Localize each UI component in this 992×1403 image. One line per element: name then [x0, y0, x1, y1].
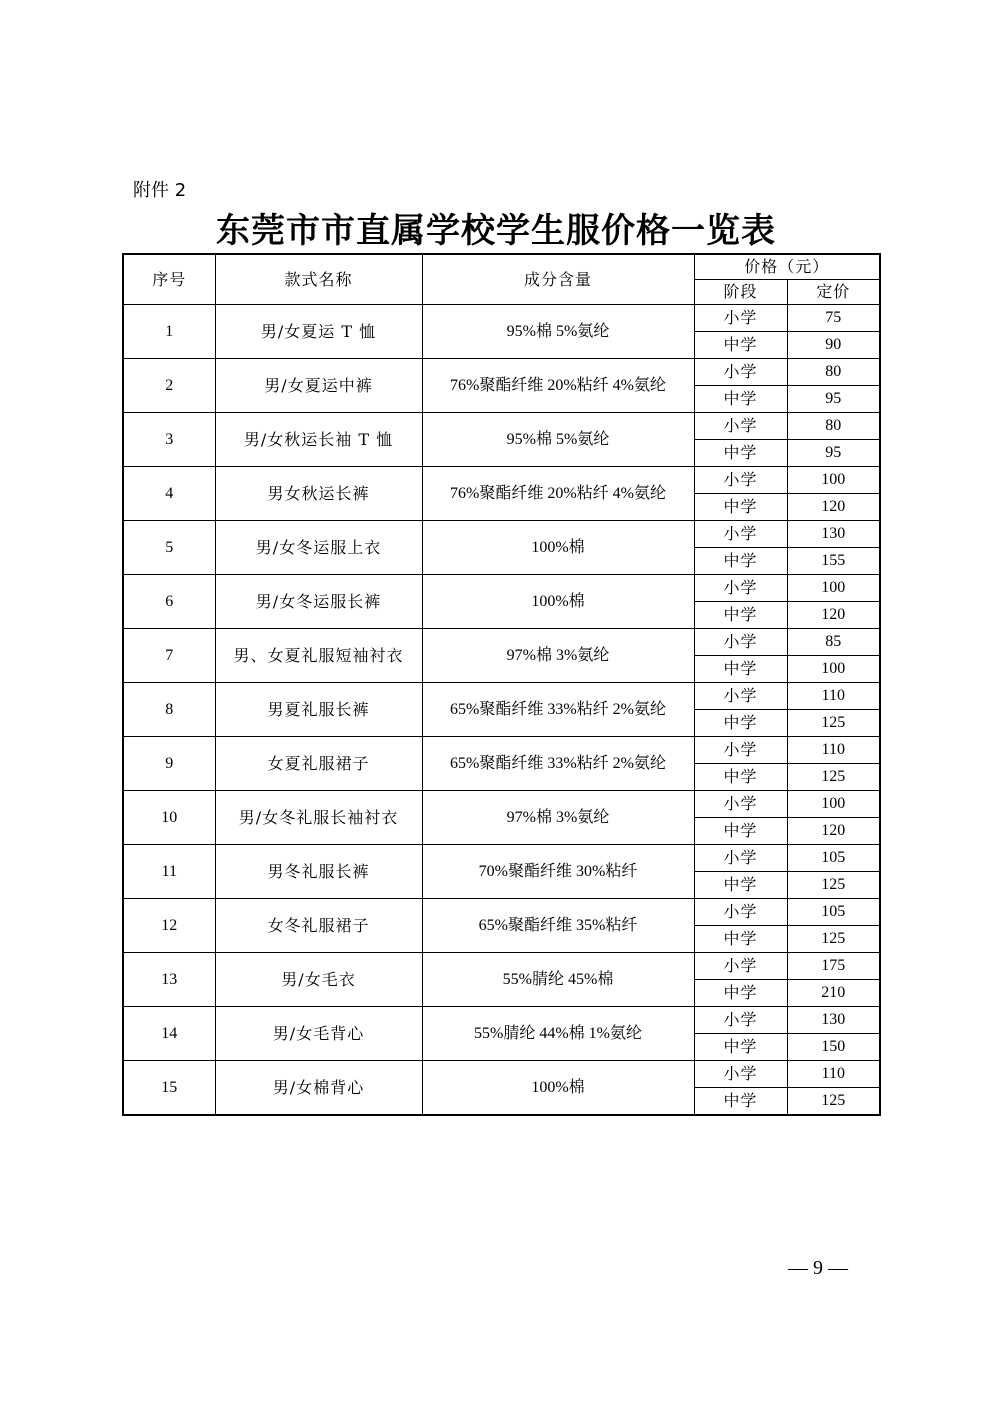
header-name: 款式名称 [215, 254, 422, 305]
price-middle: 95 [787, 440, 880, 467]
stage-middle: 中学 [694, 548, 787, 575]
stage-primary: 小学 [694, 737, 787, 764]
table-row [123, 683, 880, 710]
stage-primary: 小学 [694, 359, 787, 386]
row-number: 10 [123, 791, 215, 845]
price-primary: 110 [787, 737, 880, 764]
price-primary: 130 [787, 521, 880, 548]
item-composition: 100%棉 [422, 521, 694, 575]
stage-primary: 小学 [694, 953, 787, 980]
stage-middle: 中学 [694, 818, 787, 845]
price-primary: 175 [787, 953, 880, 980]
header-price-group: 价格（元） [694, 254, 880, 280]
header-price: 定价 [787, 280, 880, 305]
price-middle: 120 [787, 494, 880, 521]
row-number: 15 [123, 1061, 215, 1116]
price-middle: 125 [787, 764, 880, 791]
table-row [123, 899, 880, 926]
table-row [123, 737, 880, 764]
stage-primary: 小学 [694, 1061, 787, 1088]
stage-primary: 小学 [694, 899, 787, 926]
table-row [123, 467, 880, 494]
row-number: 1 [123, 305, 215, 359]
item-name: 男/女夏运中裤 [215, 359, 422, 413]
price-primary: 105 [787, 899, 880, 926]
stage-primary: 小学 [694, 413, 787, 440]
stage-primary: 小学 [694, 467, 787, 494]
item-name: 男冬礼服长裤 [215, 845, 422, 899]
item-composition: 95%棉 5%氨纶 [422, 413, 694, 467]
price-primary: 85 [787, 629, 880, 656]
item-composition: 70%聚酯纤维 30%粘纤 [422, 845, 694, 899]
price-middle: 125 [787, 926, 880, 953]
item-composition: 65%聚酯纤维 35%粘纤 [422, 899, 694, 953]
row-number: 3 [123, 413, 215, 467]
stage-primary: 小学 [694, 521, 787, 548]
price-middle: 100 [787, 656, 880, 683]
stage-middle: 中学 [694, 980, 787, 1007]
table-row [123, 305, 880, 332]
item-name: 男/女冬运服长裤 [215, 575, 422, 629]
stage-middle: 中学 [694, 1034, 787, 1061]
price-primary: 130 [787, 1007, 880, 1034]
price-middle: 120 [787, 818, 880, 845]
row-number: 12 [123, 899, 215, 953]
stage-middle: 中学 [694, 872, 787, 899]
item-composition: 55%腈纶 45%棉 [422, 953, 694, 1007]
stage-middle: 中学 [694, 386, 787, 413]
price-primary: 100 [787, 575, 880, 602]
table-row [123, 521, 880, 548]
price-middle: 90 [787, 332, 880, 359]
stage-middle: 中学 [694, 602, 787, 629]
price-primary: 100 [787, 791, 880, 818]
item-name: 男/女夏运 T 恤 [215, 305, 422, 359]
stage-middle: 中学 [694, 494, 787, 521]
price-primary: 80 [787, 359, 880, 386]
row-number: 13 [123, 953, 215, 1007]
table-body [123, 305, 880, 1116]
row-number: 14 [123, 1007, 215, 1061]
table-row [123, 1007, 880, 1034]
row-number: 9 [123, 737, 215, 791]
item-name: 男/女毛衣 [215, 953, 422, 1007]
item-name: 男夏礼服长裤 [215, 683, 422, 737]
item-composition: 97%棉 3%氨纶 [422, 791, 694, 845]
header-no: 序号 [123, 254, 215, 305]
table-row [123, 1061, 880, 1088]
price-middle: 125 [787, 872, 880, 899]
stage-middle: 中学 [694, 440, 787, 467]
price-primary: 80 [787, 413, 880, 440]
price-table [122, 253, 881, 1116]
item-composition: 97%棉 3%氨纶 [422, 629, 694, 683]
stage-primary: 小学 [694, 791, 787, 818]
table-header [123, 254, 880, 305]
price-middle: 125 [787, 1088, 880, 1116]
price-middle: 150 [787, 1034, 880, 1061]
table-row [123, 953, 880, 980]
row-number: 7 [123, 629, 215, 683]
row-number: 11 [123, 845, 215, 899]
item-name: 男/女秋运长袖 T 恤 [215, 413, 422, 467]
table-row [123, 845, 880, 872]
price-primary: 105 [787, 845, 880, 872]
table-row [123, 575, 880, 602]
stage-primary: 小学 [694, 1007, 787, 1034]
item-name: 男、女夏礼服短袖衬衣 [215, 629, 422, 683]
price-primary: 110 [787, 683, 880, 710]
table-row [123, 791, 880, 818]
item-composition: 100%棉 [422, 575, 694, 629]
item-composition: 65%聚酯纤维 33%粘纤 2%氨纶 [422, 737, 694, 791]
table-row [123, 359, 880, 386]
price-primary: 110 [787, 1061, 880, 1088]
annex-label: 附件 2 [133, 180, 187, 201]
stage-primary: 小学 [694, 629, 787, 656]
item-composition: 55%腈纶 44%棉 1%氨纶 [422, 1007, 694, 1061]
row-number: 6 [123, 575, 215, 629]
item-name: 女冬礼服裙子 [215, 899, 422, 953]
page-title: 东莞市市直属学校学生服价格一览表 [216, 211, 776, 251]
item-name: 男/女毛背心 [215, 1007, 422, 1061]
row-number: 4 [123, 467, 215, 521]
item-name: 男/女冬礼服长袖衬衣 [215, 791, 422, 845]
item-name: 男/女棉背心 [215, 1061, 422, 1116]
stage-middle: 中学 [694, 1088, 787, 1116]
item-composition: 76%聚酯纤维 20%粘纤 4%氨纶 [422, 359, 694, 413]
item-composition: 95%棉 5%氨纶 [422, 305, 694, 359]
stage-middle: 中学 [694, 710, 787, 737]
stage-primary: 小学 [694, 305, 787, 332]
item-name: 男/女冬运服上衣 [215, 521, 422, 575]
price-middle: 95 [787, 386, 880, 413]
price-middle: 120 [787, 602, 880, 629]
stage-middle: 中学 [694, 656, 787, 683]
item-name: 女夏礼服裙子 [215, 737, 422, 791]
stage-middle: 中学 [694, 332, 787, 359]
stage-primary: 小学 [694, 845, 787, 872]
stage-primary: 小学 [694, 575, 787, 602]
price-primary: 100 [787, 467, 880, 494]
stage-middle: 中学 [694, 764, 787, 791]
page-number: — 9 — [788, 1257, 848, 1279]
price-middle: 125 [787, 710, 880, 737]
header-stage: 阶段 [694, 280, 787, 305]
item-name: 男女秋运长裤 [215, 467, 422, 521]
table-row [123, 413, 880, 440]
price-middle: 155 [787, 548, 880, 575]
item-composition: 76%聚酯纤维 20%粘纤 4%氨纶 [422, 467, 694, 521]
row-number: 5 [123, 521, 215, 575]
row-number: 8 [123, 683, 215, 737]
stage-primary: 小学 [694, 683, 787, 710]
row-number: 2 [123, 359, 215, 413]
stage-middle: 中学 [694, 926, 787, 953]
price-middle: 210 [787, 980, 880, 1007]
item-composition: 100%棉 [422, 1061, 694, 1116]
price-primary: 75 [787, 305, 880, 332]
header-composition: 成分含量 [422, 254, 694, 305]
table-row [123, 629, 880, 656]
item-composition: 65%聚酯纤维 33%粘纤 2%氨纶 [422, 683, 694, 737]
